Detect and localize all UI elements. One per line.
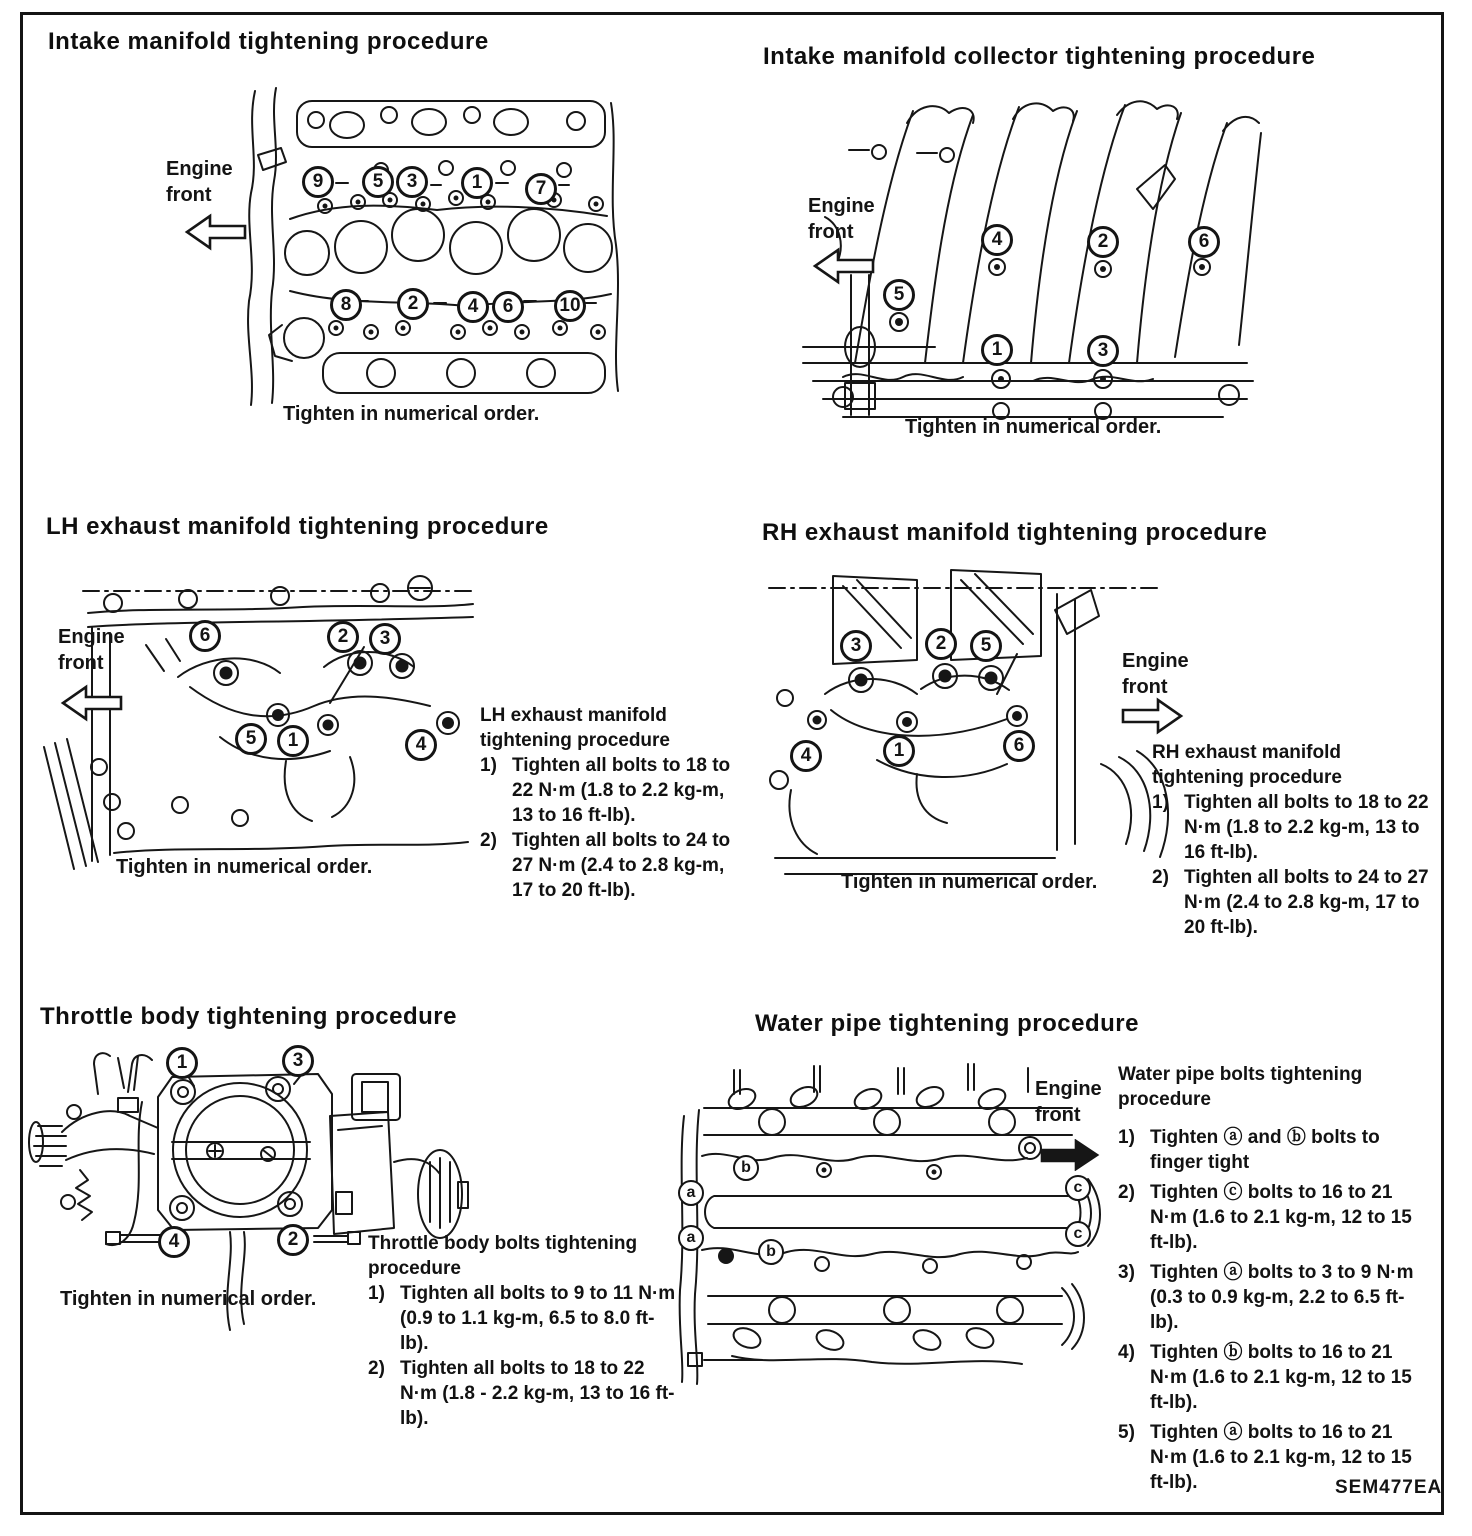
step-number: 2)	[480, 830, 497, 851]
diagram-caption: Tighten in numerical order.	[905, 416, 1162, 438]
lh-torque-note	[480, 703, 738, 903]
section-title-intake-manifold: Intake manifold tightening procedure	[48, 28, 489, 55]
section-title-rh-exhaust: RH exhaust manifold tightening procedure	[762, 519, 1268, 546]
bolt-callout: 2	[277, 1224, 309, 1256]
throttle-torque-note	[368, 1231, 680, 1431]
bolt-callout: 2	[397, 288, 429, 320]
bolt-callout: 3	[840, 630, 872, 662]
bolt-callout: 5	[970, 630, 1002, 662]
torque-step	[1118, 1180, 1428, 1255]
torque-step	[1118, 1125, 1428, 1175]
torque-steps	[1118, 1125, 1428, 1495]
bolt-callout: 3	[1087, 335, 1119, 367]
step-text: Tighten ⓑ bolts to 16 to 21 N·m (1.6 to 2.1 kg-m, 12 to 15 ft-lb).	[1150, 1342, 1412, 1413]
step-text: Tighten all bolts to 24 to 27 N·m (2.4 to 2.8 kg-m, 17 to 20 ft-lb).	[512, 830, 731, 901]
rh-exhaust-line-art	[755, 558, 1175, 888]
bolt-callout: 6	[1003, 730, 1035, 762]
step-text: Tighten ⓐ bolts to 3 to 9 N·m (0.3 to 0.9 kg-m, 2.2 to 6.5 ft-lb).	[1150, 1262, 1414, 1333]
engine-front-arrow-icon	[184, 213, 248, 251]
bolt-callout: 1	[461, 167, 493, 199]
bolt-callout: a	[678, 1225, 704, 1251]
torque-step	[1152, 865, 1444, 940]
bolt-callout: 1	[883, 735, 915, 767]
bolt-callout: 2	[327, 621, 359, 653]
step-number: 3)	[1118, 1262, 1135, 1283]
step-number: 2)	[1152, 867, 1169, 888]
bolt-callout: c	[1065, 1175, 1091, 1201]
bolt-callout: 4	[405, 729, 437, 761]
bolt-callout: 6	[189, 620, 221, 652]
bolt-callout: 1	[277, 725, 309, 757]
bolt-callout: 2	[925, 628, 957, 660]
bolt-callout: 3	[396, 166, 428, 198]
torque-step	[368, 1356, 680, 1431]
bolt-callout: 7	[525, 173, 557, 205]
bolt-callout: 1	[981, 334, 1013, 366]
diagram-caption: Tighten in numerical order.	[841, 871, 1098, 893]
step-text: Tighten all bolts to 18 to 22 N·m (1.8 to 2.2 kg-m, 13 to 16 ft-lb).	[512, 755, 731, 826]
step-number: 1)	[368, 1283, 385, 1304]
bolt-callout: 9	[302, 166, 334, 198]
engine-front-label: Engine front	[1035, 1078, 1102, 1126]
torque-step	[1152, 790, 1444, 865]
step-text: Tighten ⓐ bolts to 16 to 21 N·m (1.6 to 2.1 kg-m, 12 to 15 ft-lb).	[1150, 1422, 1412, 1493]
engine-front-arrow-icon	[1120, 697, 1184, 735]
engine-front-arrow-icon	[60, 684, 124, 722]
bolt-callout: 8	[330, 289, 362, 321]
bolt-callout: 5	[883, 279, 915, 311]
torque-steps	[368, 1281, 680, 1431]
engine-front-label: Engine front	[1122, 650, 1189, 698]
rh-torque-note	[1152, 740, 1444, 940]
bolt-callout: 2	[1087, 226, 1119, 258]
figure-code: SEM477EA	[1335, 1477, 1443, 1498]
step-text: Tighten ⓒ bolts to 16 to 21 N·m (1.6 to 2.1 kg-m, 12 to 15 ft-lb).	[1150, 1182, 1412, 1253]
diagram-caption: Tighten in numerical order.	[60, 1288, 317, 1310]
section-title-throttle-body: Throttle body tightening procedure	[40, 1003, 457, 1030]
bolt-callout: b	[758, 1239, 784, 1265]
bolt-callout: 1	[166, 1047, 198, 1079]
bolt-callout: 3	[369, 623, 401, 655]
bolt-callout: 5	[362, 166, 394, 198]
section-title-intake-collector: Intake manifold collector tightening procedure	[763, 43, 1316, 70]
engine-front-label: Engine front	[58, 626, 125, 674]
torque-step	[1118, 1260, 1428, 1335]
bolt-callout: 6	[1188, 226, 1220, 258]
engine-front-label: Engine front	[166, 158, 233, 206]
step-number: 1)	[1152, 792, 1169, 813]
step-text: Tighten all bolts to 18 to 22 N·m (1.8 to 2.2 kg-m, 13 to 16 ft-lb).	[1184, 792, 1429, 863]
diagram-caption: Tighten in numerical order.	[283, 403, 540, 425]
step-text: Tighten all bolts to 18 to 22 N·m (1.8 - 2.2 kg-m, 13 to 16 ft-lb).	[400, 1358, 675, 1429]
bolt-callout: 4	[790, 740, 822, 772]
step-number: 2)	[368, 1358, 385, 1379]
note-title: Water pipe bolts tightening procedure	[1118, 1064, 1363, 1110]
bolt-callout: 10	[554, 290, 586, 322]
bolt-callout: 4	[457, 291, 489, 323]
torque-steps	[1152, 790, 1444, 940]
step-text: Tighten all bolts to 9 to 11 N·m (0.9 to 1.1 kg-m, 6.5 to 8.0 ft-lb).	[400, 1283, 676, 1354]
note-title: Throttle body bolts tightening procedure	[368, 1233, 638, 1279]
torque-step	[480, 828, 738, 903]
note-title: RH exhaust manifold tightening procedure	[1152, 742, 1342, 788]
bolt-callout: 6	[492, 291, 524, 323]
engine-front-label: Engine front	[808, 195, 875, 243]
step-text: Tighten all bolts to 24 to 27 N·m (2.4 to 2.8 kg-m, 17 to 20 ft-lb).	[1184, 867, 1429, 938]
engine-front-arrow-icon	[1040, 1139, 1100, 1171]
bolt-callout: c	[1065, 1221, 1091, 1247]
torque-step	[480, 753, 738, 828]
step-number: 2)	[1118, 1182, 1135, 1203]
bolt-callout: 4	[981, 224, 1013, 256]
torque-step	[368, 1281, 680, 1356]
bolt-callout: 3	[282, 1045, 314, 1077]
section-title-water-pipe: Water pipe tightening procedure	[755, 1010, 1139, 1037]
bolt-callout: 5	[235, 723, 267, 755]
water-torque-note	[1118, 1062, 1428, 1500]
step-number: 1)	[1118, 1127, 1135, 1148]
note-title: LH exhaust manifold tightening procedure	[480, 705, 670, 751]
step-number: 5)	[1118, 1422, 1135, 1443]
engine-front-arrow-icon	[812, 247, 876, 285]
torque-steps	[480, 753, 738, 903]
section-title-lh-exhaust: LH exhaust manifold tightening procedure	[46, 513, 549, 540]
step-text: Tighten ⓐ and ⓑ bolts to finger tight	[1150, 1127, 1380, 1173]
step-number: 1)	[480, 755, 497, 776]
torque-step	[1118, 1340, 1428, 1415]
bolt-callout: a	[678, 1180, 704, 1206]
diagram-caption: Tighten in numerical order.	[116, 856, 373, 878]
bolt-callout: 4	[158, 1226, 190, 1258]
bolt-callout: b	[733, 1155, 759, 1181]
step-number: 4)	[1118, 1342, 1135, 1363]
